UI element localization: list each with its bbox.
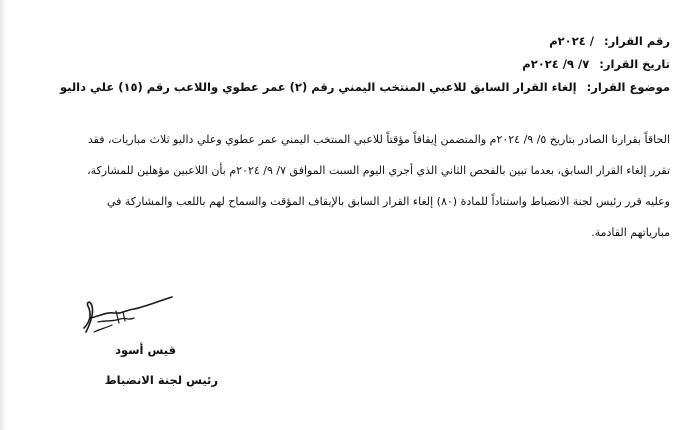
signer-name: قيس أسود [115,343,176,357]
decision-date-line [70,53,670,76]
decision-date-label: تاريخ القرار: [599,57,670,71]
body-line: تقرر إلغاء القرار السابق، بعدما تبين بالفحص الثاني الذي أجري اليوم السبت الموافق ٧/ ٩/ ٢٠٢٤م بأن اللاعبين مؤهلين للمشاركة، [87,164,670,177]
signer-title: رئيس لجنة الانضباط [104,373,218,387]
decision-subject-value: إلغاء القرار السابق للاعبي المنتخب اليمني رقم (٢) عمر عطوي واللاعب رقم (١٥) علي داليو [59,80,577,94]
decision-body [70,124,670,248]
signer-block [58,335,218,395]
handwritten-signature [76,292,176,340]
decision-header [59,30,670,99]
decision-number-label: رقم القرار: [603,34,670,48]
decision-number-line [70,30,670,53]
body-line: وعليه قرر رئيس لجنة الانضباط واستناداً للمادة (٨٠) إلغاء القرار السابق بالإيقاف المؤقت والسماح لهم باللعب والمشاركة في [106,195,670,208]
decision-subject-line [59,76,670,99]
body-line: مبارياتهم القادمة. [591,226,670,239]
decision-subject-label: موضوع القرار: [586,80,670,94]
page-edge-shadow [0,0,6,430]
body-line: الحاقاً بقرارنا الصادر بتاريخ ٥/ ٩/ ٢٠٢٤م والمتضمن إيقافاً مؤقتاً للاعبي المنتخب اليمني عمر عطوي وعلي داليو ثلاث مباريات، فقد [87,133,670,146]
decision-number-value: / ٢٠٢٤م [549,34,594,48]
decision-date-value: ٧/ ٩/ ٢٠٢٤م [522,57,590,71]
